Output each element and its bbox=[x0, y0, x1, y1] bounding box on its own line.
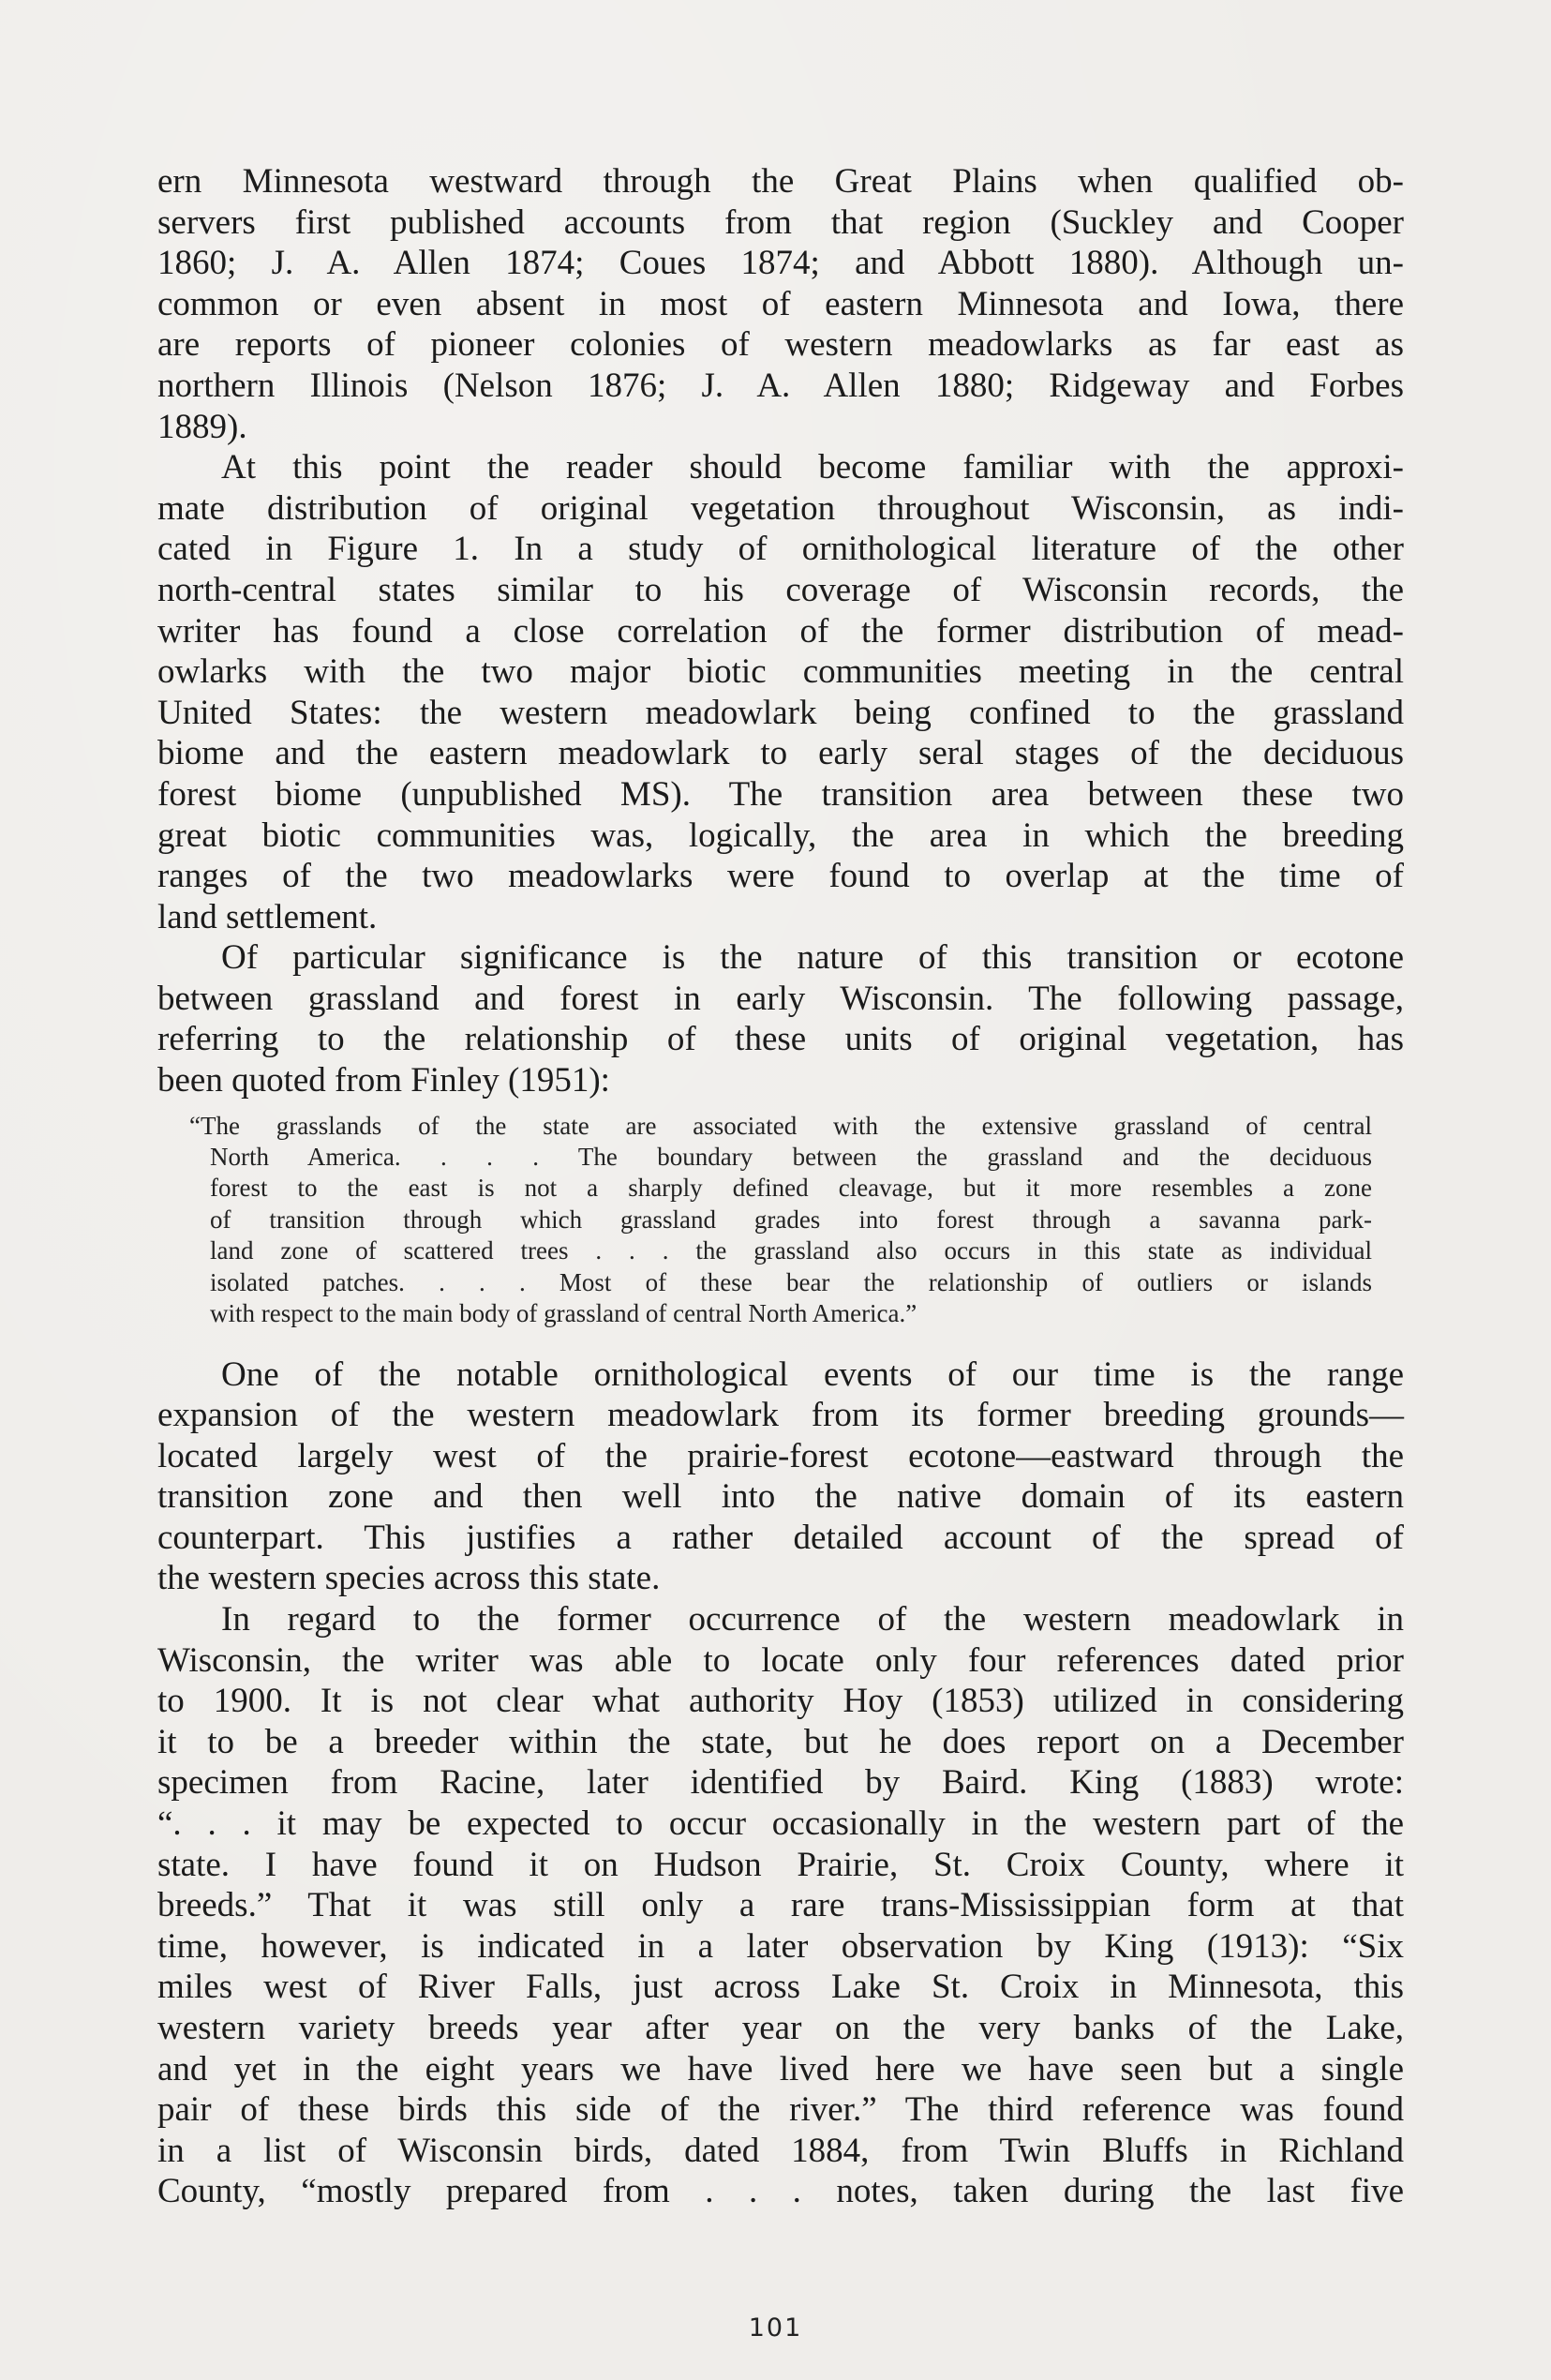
quote-line: land zone of scattered trees . . . the grassland also occurs in this state as individual bbox=[210, 1236, 1372, 1265]
text-line: land settlement. bbox=[157, 897, 378, 936]
paragraph-ecotone bbox=[157, 937, 1404, 1100]
text-line: breeds.” That it was still only a rare trans-Mississippian form at that bbox=[157, 1886, 1404, 1925]
text-line: between grassland and forest in early Wisconsin. The following passage, bbox=[157, 979, 1404, 1018]
text-line: ranges of the two meadowlarks were found to overlap at the time of bbox=[157, 857, 1404, 896]
text-line: been quoted from Finley (1951): bbox=[157, 1061, 610, 1100]
quote-line: “The grasslands of the state are associated with the extensive grassland of central bbox=[189, 1111, 1372, 1140]
block-quote-finley bbox=[189, 1111, 1372, 1330]
paragraph-former-occurrence bbox=[157, 1599, 1404, 2212]
quote-line: of transition through which grassland grades into forest through a savanna park- bbox=[210, 1205, 1372, 1234]
text-line: and yet in the eight years we have lived here we have seen but a single bbox=[157, 2049, 1404, 2088]
text-line: located largely west of the prairie-forest ecotone—eastward through the bbox=[157, 1436, 1404, 1475]
text-line: counterpart. This justifies a rather detailed account of the spread of bbox=[157, 1518, 1404, 1557]
body-text bbox=[157, 161, 1404, 2212]
text-line: cated in Figure 1. In a study of ornithological literature of the other bbox=[157, 530, 1404, 569]
text-line: In regard to the former occurrence of the western meadowlark in bbox=[221, 1600, 1404, 1639]
text-line: miles west of River Falls, just across Lake St. Croix in Minnesota, this bbox=[157, 1968, 1404, 2007]
text-line: specimen from Racine, later identified by Baird. King (1883) wrote: bbox=[157, 1763, 1404, 1803]
text-line: “. . . it may be expected to occur occasionally in the western part of the bbox=[157, 1804, 1404, 1844]
text-line: biome and the eastern meadowlark to early seral stages of the deciduous bbox=[157, 734, 1404, 773]
text-line: are reports of pioneer colonies of western meadowlarks as far east as bbox=[157, 325, 1404, 365]
text-line: pair of these birds this side of the river.” The third reference was found bbox=[157, 2090, 1404, 2130]
text-line: County, “mostly prepared from . . . notes, taken during the last five bbox=[157, 2172, 1404, 2211]
text-line: referring to the relationship of these units of original vegetation, has bbox=[157, 1020, 1404, 1059]
text-line: state. I have found it on Hudson Prairie, St. Croix County, where it bbox=[157, 1845, 1404, 1884]
text-line: owlarks with the two major biotic communities meeting in the central bbox=[157, 652, 1404, 692]
text-line: time, however, is indicated in a later observation by King (1913): “Six bbox=[157, 1926, 1404, 1966]
text-line: to 1900. It is not clear what authority Hoy (1853) utilized in considering bbox=[157, 1682, 1404, 1721]
paragraph-range-expansion bbox=[157, 1355, 1404, 1600]
text-line: servers first published accounts from that region (Suckley and Cooper bbox=[157, 202, 1404, 242]
paragraph-continuation bbox=[157, 161, 1404, 447]
text-line: in a list of Wisconsin birds, dated 1884, from Twin Bluffs in Richland bbox=[157, 2131, 1404, 2170]
text-line: mate distribution of original vegetation throughout Wisconsin, as indi- bbox=[157, 488, 1404, 528]
text-line: 1860; J. A. Allen 1874; Coues 1874; and Abbott 1880). Although un- bbox=[157, 244, 1404, 283]
text-line: forest biome (unpublished MS). The transition area between these two bbox=[157, 774, 1404, 814]
quote-line: North America. . . . The boundary between the grassland and the deciduous bbox=[210, 1143, 1372, 1172]
text-line: common or even absent in most of eastern Minnesota and Iowa, there bbox=[157, 284, 1404, 323]
paragraph-vegetation bbox=[157, 447, 1404, 937]
text-line: ern Minnesota westward through the Great Plains when qualified ob- bbox=[157, 162, 1404, 201]
text-line: At this point the reader should become familiar with the approxi- bbox=[221, 448, 1404, 487]
text-line: United States: the western meadowlark being confined to the grassland bbox=[157, 693, 1404, 732]
quote-line: isolated patches. . . . Most of these bear the relationship of outliers or islands bbox=[210, 1267, 1372, 1296]
text-line: it to be a breeder within the state, but he does report on a December bbox=[157, 1722, 1404, 1761]
text-line: great biotic communities was, logically, the area in which the breeding bbox=[157, 816, 1404, 855]
text-line: the western species across this state. bbox=[157, 1559, 661, 1598]
text-line: western variety breeds year after year on the very banks of the Lake, bbox=[157, 2009, 1404, 2047]
text-line: expansion of the western meadowlark from its former breeding grounds— bbox=[157, 1396, 1404, 1435]
quote-line: forest to the east is not a sharply defined cleavage, but it more resembles a zone bbox=[210, 1174, 1372, 1203]
text-line: northern Illinois (Nelson 1876; J. A. Allen 1880; Ridgeway and Forbes bbox=[157, 366, 1404, 405]
text-line: Of particular significance is the nature of this transition or ecotone bbox=[221, 938, 1404, 978]
text-line: writer has found a close correlation of the former distribution of mead- bbox=[157, 611, 1404, 651]
text-line: transition zone and then well into the native domain of its eastern bbox=[157, 1477, 1404, 1517]
quote-line: with respect to the main body of grassland of central North America.” bbox=[210, 1299, 917, 1328]
text-line: 1889). bbox=[157, 407, 247, 446]
text-line: north-central states similar to his coverage of Wisconsin records, the bbox=[157, 570, 1404, 609]
text-line: Wisconsin, the writer was able to locate only four references dated prior bbox=[157, 1640, 1404, 1680]
text-line: One of the notable ornithological events of our time is the range bbox=[221, 1355, 1404, 1394]
page-number: 101 bbox=[748, 2313, 803, 2343]
